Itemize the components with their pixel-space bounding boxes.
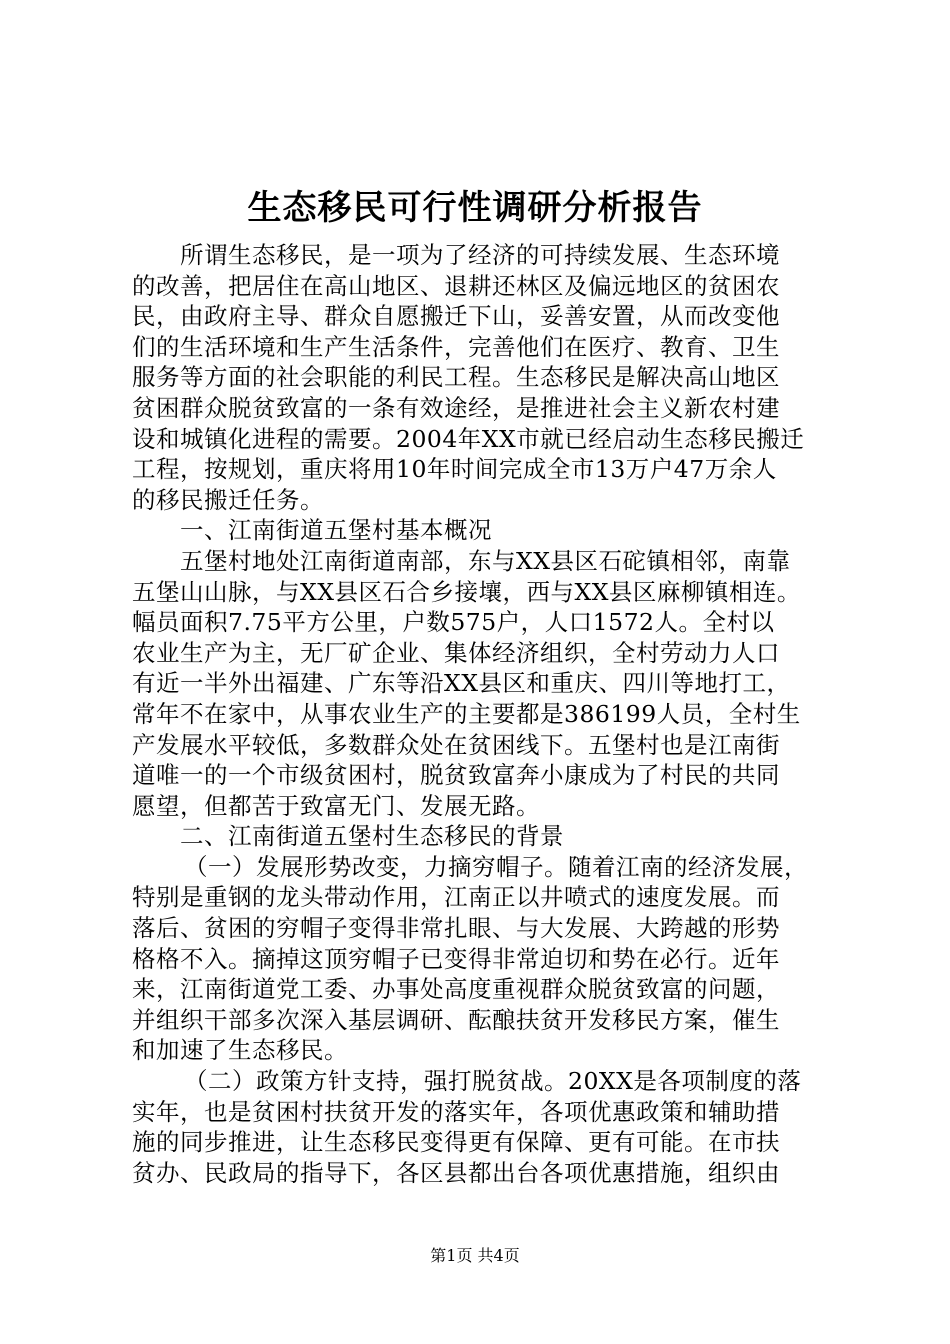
paragraph-line: 和加速了生态移民。 [132,1036,348,1065]
paragraph-line: 愿望，但都苦于致富无门、发展无路。 [132,791,540,820]
paragraph-line: 五堡村地处江南街道南部，东与XX县区石砣镇相邻，南靠 [180,546,791,575]
paragraph-line: 的移民搬迁任务。 [132,485,324,514]
paragraph-line: 所谓生态移民，是一项为了经济的可持续发展、生态环境 [180,241,780,269]
document-body [132,240,832,1188]
paragraph-line: 服务等方面的社会职能的利民工程。生态移民是解决高山地区 [132,363,780,392]
paragraph-line: 并组织干部多次深入基层调研、酝酿扶贫开发移民方案，催生 [132,1005,780,1034]
document-title: 生态移民可行性调研分析报告 [247,188,703,228]
section-heading: 二、江南街道五堡村生态移民的背景 [180,822,564,851]
paragraph-line: （二）政策方针支持，强打脱贫战。20XX是各项制度的落 [184,1067,802,1096]
paragraph-line: （一）发展形势改变，力摘穷帽子。随着江南的经济发展， [184,852,808,881]
paragraph-line: 落后、贫困的穷帽子变得非常扎眼、与大发展、大跨越的形势 [132,914,780,943]
paragraph-line: 贫办、民政局的指导下，各区县都出台各项优惠措施，组织由 [132,1158,780,1187]
paragraph-line: 施的同步推进，让生态移民变得更有保障、更有可能。在市扶 [132,1128,780,1157]
paragraph-line: 们的生活环境和生产生活条件，完善他们在医疗、教育、卫生 [132,332,780,361]
paragraph-line: 贫困群众脱贫致富的一条有效途经，是推进社会主义新农村建 [132,393,780,422]
paragraph-line: 工程，按规划，重庆将用10年时间完成全市13万户47万余人 [132,455,777,484]
paragraph-line: 设和城镇化进程的需要。2004年XX市就已经启动生态移民搬迁 [132,424,805,453]
paragraph-line: 特别是重钢的龙头带动作用，江南正以井喷式的速度发展。而 [132,883,780,912]
section-heading: 一、江南街道五堡村基本概况 [180,516,492,545]
paragraph-line: 来，江南街道党工委、办事处高度重视群众脱贫致富的问题， [132,975,780,1004]
paragraph-line: 实年，也是贫困村扶贫开发的落实年，各项优惠政策和辅助措 [132,1097,780,1126]
paragraph-line: 格格不入。摘掉这顶穷帽子已变得非常迫切和势在必行。近年 [132,944,780,973]
paragraph-line: 产发展水平较低，多数群众处在贫困线下。五堡村也是江南街 [132,730,780,759]
page-footer: 第1页 共4页 [430,1246,520,1265]
paragraph-line: 有近一半外出福建、广东等沿XX县区和重庆、四川等地打工， [132,669,791,698]
paragraph-line: 农业生产为主，无厂矿企业、集体经济组织，全村劳动力人口 [132,638,780,667]
paragraph-line: 常年不在家中，从事农业生产的主要都是386199人员，全村生 [132,699,801,728]
paragraph-line: 民，由政府主导、群众自愿搬迁下山，妥善安置，从而改变他 [132,302,780,331]
paragraph-line: 的改善，把居住在高山地区、退耕还林区及偏远地区的贫困农 [132,271,780,300]
paragraph-line: 道唯一的一个市级贫困村，脱贫致富奔小康成为了村民的共同 [132,761,780,790]
paragraph-line: 幅员面积7.75平方公里，户数575户，人口1572人。全村以 [132,608,775,637]
paragraph-line: 五堡山山脉，与XX县区石合乡接壤，西与XX县区麻柳镇相连。 [132,577,801,606]
